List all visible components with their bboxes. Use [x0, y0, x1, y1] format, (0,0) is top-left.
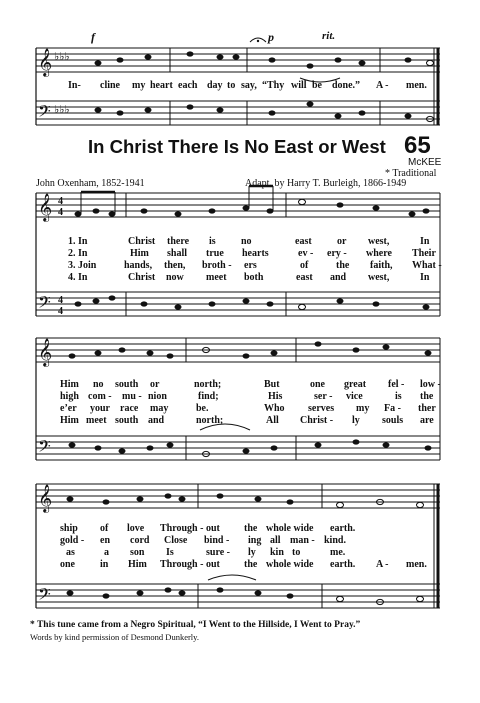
lyric-syllable: ev - — [298, 248, 314, 259]
lyric-syllable: cline — [100, 80, 120, 91]
verse-4-line — [0, 415, 480, 427]
lyric-syllable: gold - — [60, 535, 85, 546]
lyric-syllable: Their — [412, 248, 436, 259]
lyric-syllable: west, — [368, 272, 390, 283]
lyric-syllable: my — [132, 80, 146, 91]
verse-2-line — [0, 248, 480, 260]
lyric-syllable: to — [227, 80, 236, 91]
svg-text:4: 4 — [58, 207, 63, 218]
lyric-syllable: north; — [196, 415, 224, 426]
lyric-syllable: be — [312, 80, 322, 91]
lyric-syllable: fel - — [388, 379, 405, 390]
lyric-syllable: your — [90, 403, 110, 414]
lyric-syllable: Fa - — [384, 403, 401, 414]
piano-marking: p — [268, 30, 274, 44]
lyric-syllable: 3. Join — [68, 260, 97, 271]
lyric-syllable: In — [420, 236, 430, 247]
lyric-syllable: and — [330, 272, 347, 283]
lyric-syllable: the — [336, 260, 350, 271]
lyric-syllable: the — [244, 559, 258, 570]
lyric-syllable: my — [356, 403, 370, 414]
lyric-syllable: en — [100, 535, 110, 546]
lyric-syllable: man - — [290, 535, 315, 546]
lyric-syllable: ly — [352, 415, 360, 426]
lyric-syllable: the — [244, 523, 258, 534]
lyric-syllable: heart — [150, 80, 173, 91]
lyric-syllable: Is — [166, 547, 174, 558]
lyric-syllable: Who — [264, 403, 285, 414]
lyric-syllable: of — [100, 523, 109, 534]
hymn-number: 65 — [404, 132, 431, 159]
lyric-syllable: Through - out — [160, 559, 220, 570]
lyric-syllable: low - — [420, 379, 441, 390]
lyric-syllable: ship — [60, 523, 78, 534]
lyric-syllable: or — [150, 379, 160, 390]
forte-marking: f — [91, 30, 95, 44]
lyric-syllable: mu - — [122, 391, 142, 402]
lyric-syllable: A - — [376, 80, 389, 91]
lyric-syllable: Christ — [128, 236, 156, 247]
lyric-syllable: nion — [148, 391, 167, 402]
lyric-syllable: north; — [194, 379, 222, 390]
lyric-syllable: broth - — [202, 260, 232, 271]
verse-3-line — [0, 260, 480, 272]
svg-text:𝄞: 𝄞 — [38, 48, 53, 76]
verse-2-line — [0, 535, 480, 547]
svg-text:4: 4 — [58, 295, 63, 306]
lyric-syllable: souls — [382, 415, 404, 426]
lyric-syllable: e’er — [60, 403, 77, 414]
lyric-syllable: bind - — [204, 535, 230, 546]
hymn-title: In Christ There Is No East or West — [88, 136, 386, 157]
lyric-syllable: ly — [248, 547, 256, 558]
lyric-syllable: say, — [241, 80, 257, 91]
lyric-syllable: All — [266, 415, 279, 426]
lyric-syllable: to — [292, 547, 301, 558]
lyric-syllable: Christ - — [300, 415, 334, 426]
lyric-syllable: there — [167, 236, 190, 247]
lyric-syllable: whole wide — [266, 523, 314, 534]
lyric-syllable: com - — [88, 391, 112, 402]
lyric-syllable: shall — [167, 248, 188, 259]
lyric-syllable: Close — [164, 535, 188, 546]
lyric-syllable: and — [148, 415, 165, 426]
lyric-syllable: love — [127, 523, 145, 534]
lyric-syllable: west, — [368, 236, 390, 247]
lyric-syllable: kind. — [324, 535, 346, 546]
lyric-syllable: Christ — [128, 272, 156, 283]
lyric-syllable: men. — [406, 80, 427, 91]
words-credit: John Oxenham, 1852-1941 — [36, 178, 145, 189]
lyric-syllable: vice — [346, 391, 363, 402]
lyric-syllable: east — [295, 236, 312, 247]
lyric-syllable: one — [310, 379, 325, 390]
svg-text:𝄢: 𝄢 — [38, 101, 51, 125]
lyric-syllable: A - — [376, 559, 389, 570]
lyric-syllable: may — [150, 403, 169, 414]
lyric-syllable: hands, — [124, 260, 153, 271]
lyric-syllable: of — [300, 260, 309, 271]
tune-note: * Traditional — [385, 168, 437, 179]
lyric-syllable: 2. In — [68, 248, 88, 259]
svg-text:𝄞: 𝄞 — [38, 484, 53, 512]
lyric-syllable: 1. In — [68, 236, 88, 247]
lyric-syllable: ser - — [314, 391, 333, 402]
lyric-syllable: sure - — [206, 547, 230, 558]
lyric-syllable: serves — [308, 403, 335, 414]
lyric-syllable: one — [60, 559, 75, 570]
tune-origin-footnote: * This tune came from a Negro Spiritual, “I Went to the Hillside, I Went to Pray.” — [30, 620, 361, 630]
lyric-syllable: ers — [244, 260, 257, 271]
lyric-syllable: What - — [412, 260, 442, 271]
svg-text:𝄢: 𝄢 — [38, 436, 51, 460]
lyric-syllable: now — [166, 272, 184, 283]
lyric-syllable: meet — [206, 272, 227, 283]
lyric-syllable: each — [178, 80, 198, 91]
svg-text:𝄞: 𝄞 — [38, 338, 53, 366]
lyric-syllable: Him — [128, 559, 147, 570]
lyric-syllable: done.” — [332, 80, 361, 91]
system-1-lyrics — [0, 236, 480, 284]
verse-1-line — [0, 523, 480, 535]
svg-text:4: 4 — [58, 196, 63, 207]
verse-1-line — [0, 379, 480, 391]
lyric-syllable: But — [264, 379, 280, 390]
music-credit: Adapt. by Harry T. Burleigh, 1866-1949 — [245, 178, 407, 189]
lyric-syllable: no — [93, 379, 104, 390]
svg-text:4: 4 — [58, 306, 63, 317]
lyric-syllable: hearts — [242, 248, 269, 259]
lyric-syllable: whole wide — [266, 559, 314, 570]
verse-4-line — [0, 272, 480, 284]
lyric-syllable: earth. — [330, 523, 356, 534]
ritardando-marking: rit. — [322, 30, 336, 42]
lyric-syllable: is — [395, 391, 402, 402]
lyric-syllable: In- — [68, 80, 81, 91]
lyric-syllable: then, — [164, 260, 186, 271]
svg-text:𝄞: 𝄞 — [38, 193, 53, 221]
lyric-syllable: Him — [60, 415, 79, 426]
svg-text:𝄢: 𝄢 — [38, 292, 51, 316]
top-hymn-lyric-line — [0, 80, 480, 92]
lyric-syllable: race — [120, 403, 139, 414]
lyric-syllable: In — [420, 272, 430, 283]
lyric-syllable: Through - out — [160, 523, 220, 534]
lyric-syllable: both — [244, 272, 264, 283]
svg-text:♭♭♭: ♭♭♭ — [54, 103, 70, 116]
lyric-syllable: cord — [130, 535, 150, 546]
lyric-syllable: the — [420, 391, 434, 402]
lyric-syllable: earth. — [330, 559, 356, 570]
lyric-syllable: all — [270, 535, 281, 546]
system-2-lyrics — [0, 379, 480, 427]
lyric-syllable: Him — [130, 248, 149, 259]
lyric-syllable: great — [344, 379, 367, 390]
lyric-syllable: me. — [330, 547, 346, 558]
lyric-syllable: find; — [198, 391, 219, 402]
svg-text:♭♭♭: ♭♭♭ — [54, 50, 70, 63]
verse-1-line — [0, 236, 480, 248]
lyric-syllable: are — [420, 415, 434, 426]
words-permission-note: Words by kind permission of Desmond Dunkerly. — [30, 632, 199, 642]
lyric-syllable: where — [366, 248, 392, 259]
lyric-syllable: south — [115, 415, 139, 426]
lyric-syllable: Him — [60, 379, 79, 390]
lyric-syllable: be. — [196, 403, 209, 414]
lyric-syllable: ing — [248, 535, 262, 546]
verse-2-line — [0, 391, 480, 403]
lyric-syllable: faith, — [370, 260, 393, 271]
tune-name: McKEE — [408, 157, 442, 168]
lyric-syllable: “Thy — [262, 80, 285, 91]
lyric-syllable: true — [206, 248, 224, 259]
lyric-syllable: son — [130, 547, 145, 558]
lyric-syllable: no — [241, 236, 252, 247]
lyric-syllable: a — [104, 547, 109, 558]
lyric-syllable: His — [268, 391, 283, 402]
verse-3-line — [0, 547, 480, 559]
verse-3-line — [0, 403, 480, 415]
lyric-syllable: high — [60, 391, 79, 402]
verse-4-line — [0, 559, 480, 571]
lyric-syllable: meet — [86, 415, 107, 426]
lyric-syllable: will — [291, 80, 307, 91]
svg-text:𝄢: 𝄢 — [38, 584, 51, 608]
lyric-syllable: east — [296, 272, 313, 283]
lyric-syllable: is — [209, 236, 216, 247]
lyric-syllable: ther — [418, 403, 436, 414]
lyric-syllable: or — [337, 236, 347, 247]
lyric-syllable: men. — [406, 559, 427, 570]
system-3-lyrics — [0, 523, 480, 571]
lyric-syllable: south — [115, 379, 139, 390]
lyric-syllable: as — [66, 547, 75, 558]
lyric-syllable: in — [100, 559, 109, 570]
lyric-syllable: day — [207, 80, 223, 91]
lyric-syllable: 4. In — [68, 272, 88, 283]
lyric-syllable: kin — [270, 547, 284, 558]
lyric-syllable: ery - — [327, 248, 347, 259]
